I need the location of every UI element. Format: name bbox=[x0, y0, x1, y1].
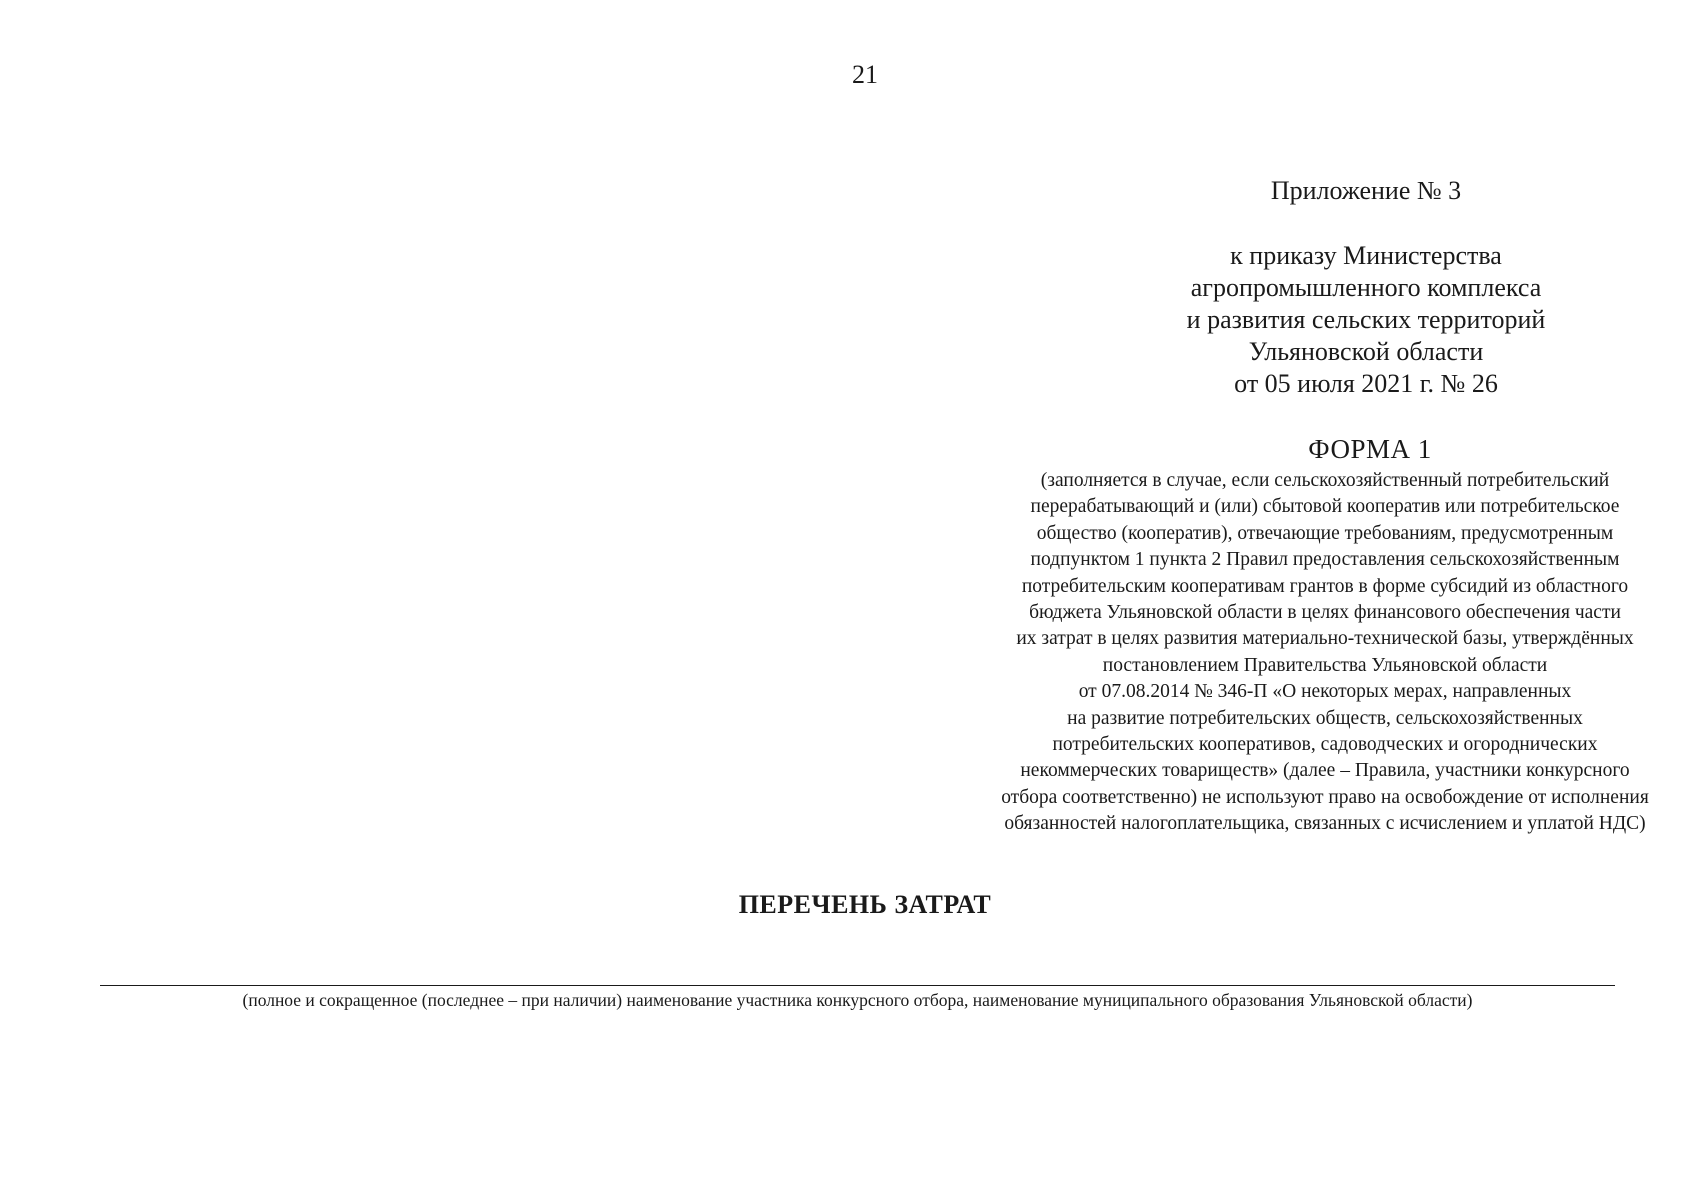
form-note-line: постановлением Правительства Ульяновской области bbox=[1102, 654, 1548, 676]
list-title: ПЕРЕЧЕНЬ ЗАТРАТ bbox=[738, 890, 992, 919]
order-line: Ульяновской области bbox=[1248, 337, 1484, 366]
form-note-line: их затрат в целях развития материально-технической базы, утверждённых bbox=[1016, 628, 1634, 650]
form-note-line: от 07.08.2014 № 346-П «О некоторых мерах, направленных bbox=[1078, 681, 1572, 703]
form-note-line: подпунктом 1 пункта 2 Правил предоставления сельскохозяйственным bbox=[1030, 549, 1620, 571]
form-note-line: потребительским кооперативам грантов в форме субсидий из областного bbox=[1021, 575, 1629, 597]
order-line: агропромышленного комплекса bbox=[1190, 273, 1542, 302]
page-number: 21 bbox=[852, 60, 878, 89]
order-line: к приказу Министерства bbox=[1230, 241, 1502, 270]
form-note-line: отбора соответственно) не используют право на освобождение от исполнения bbox=[1001, 786, 1649, 808]
participant-name-line bbox=[100, 985, 1615, 986]
form-note bbox=[865, 468, 1698, 838]
form-note-line: обязанностей налогоплательщика, связанных с исчислением и уплатой НДС) bbox=[1004, 813, 1646, 835]
order-line: и развития сельских территорий bbox=[1186, 305, 1546, 334]
form-note-line: (заполняется в случае, если сельскохозяйственный потребительский bbox=[1040, 470, 1610, 491]
form-note-line: перерабатывающий и (или) сбытовой кооператив или потребительское bbox=[1030, 496, 1620, 518]
form-note-line: потребительских кооперативов, садоводческих и огороднических bbox=[1052, 734, 1598, 756]
order-line: от 05 июля 2021 г. № 26 bbox=[1234, 369, 1498, 398]
form-note-line: общество (кооператив), отвечающие требованиям, предусмотренным bbox=[1036, 522, 1614, 544]
participant-name-caption: (полное и сокращенное (последнее – при наличии) наименование участника конкурсного отбора, наименование муниципального образования Ульяновской области) bbox=[242, 990, 1473, 1010]
form-title: ФОРМА 1 bbox=[1308, 434, 1432, 464]
form-note-line: бюджета Ульяновской области в целях финансового обеспечения части bbox=[1029, 602, 1621, 624]
order-reference bbox=[1086, 240, 1646, 400]
form-note-line: некоммерческих товариществ» (далее – Правила, участники конкурсного bbox=[1020, 760, 1630, 782]
form-note-line: на развитие потребительских обществ, сельскохозяйственных bbox=[1067, 707, 1583, 729]
appendix-title: Приложение № 3 bbox=[1270, 176, 1462, 205]
